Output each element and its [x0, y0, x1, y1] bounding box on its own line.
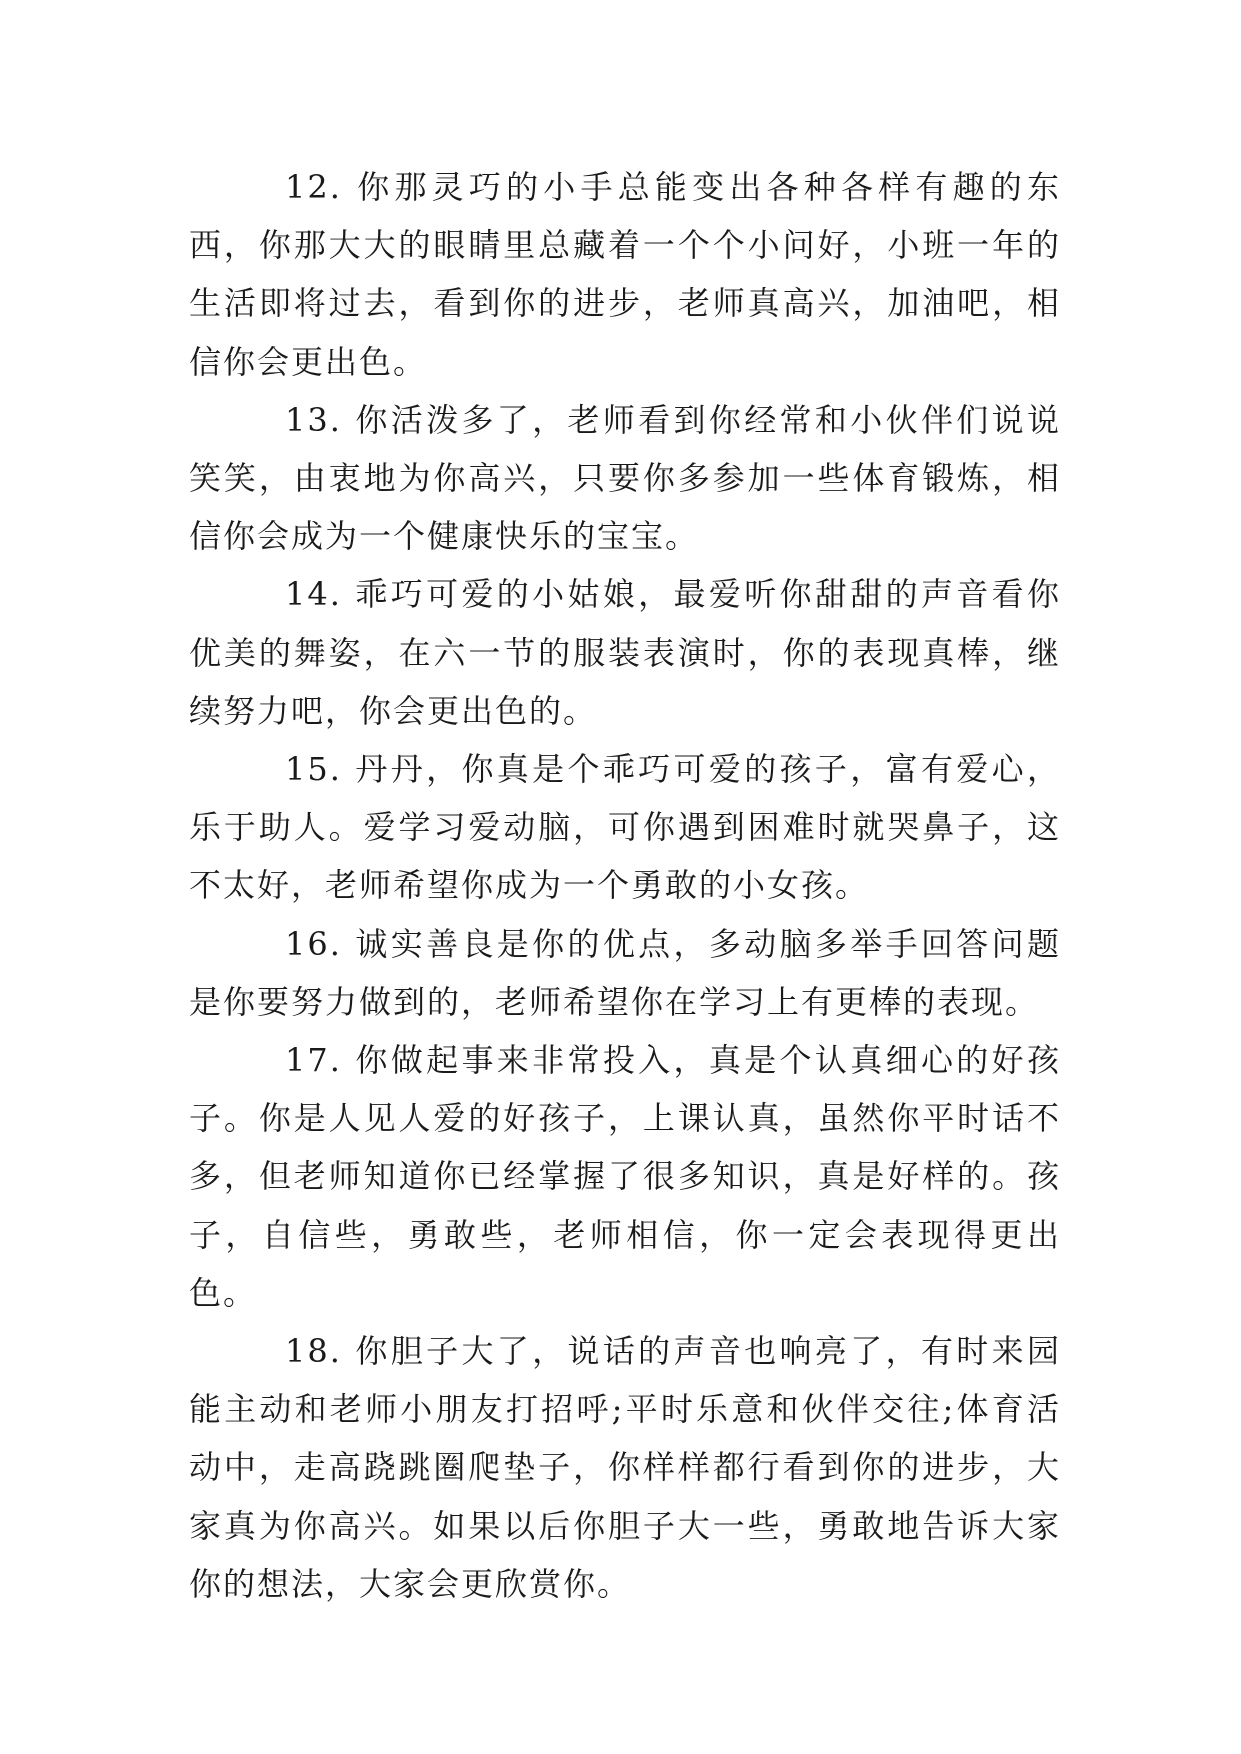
document-body: [189, 158, 1061, 1613]
paragraph-12: 12. 你那灵巧的小手总能变出各种各样有趣的东西，你那大大的眼睛里总藏着一个个小问好，小班一年的生活即将过去，看到你的进步，老师真高兴，加油吧，相信你会更出色。: [189, 168, 1061, 381]
paragraph-18: 18. 你胆子大了，说话的声音也响亮了，有时来园能主动和老师小朋友打招呼;平时乐意和伙伴交往;体育活动中，走高跷跳圈爬垫子，你样样都行看到你的进步，大家真为你高兴。如果以后你胆子大一些，勇敢地告诉大家你的想法，大家会更欣赏你。: [189, 1332, 1061, 1603]
paragraph-15: 15. 丹丹，你真是个乖巧可爱的孩子，富有爱心，乐于助人。爱学习爱动脑，可你遇到困难时就哭鼻子，这不太好，老师希望你成为一个勇敢的小女孩。: [189, 750, 1061, 905]
paragraph-13: 13. 你活泼多了，老师看到你经常和小伙伴们说说笑笑，由衷地为你高兴，只要你多参加一些体育锻炼，相信你会成为一个健康快乐的宝宝。: [189, 400, 1061, 556]
paragraph-16: 16. 诚实善良是你的优点，多动脑多举手回答问题是你要努力做到的，老师希望你在学习上有更棒的表现。: [189, 924, 1061, 1021]
paragraph-14: 14. 乖巧可爱的小姑娘，最爱听你甜甜的声音看你优美的舞姿，在六一节的服装表演时，你的表现真棒，继续努力吧，你会更出色的。: [189, 575, 1061, 730]
paragraph-17: 17. 你做起事来非常投入，真是个认真细心的好孩子。你是人见人爱的好孩子，上课认真，虽然你平时话不多，但老师知道你已经掌握了很多知识，真是好样的。孩子，自信些，勇敢些，老师相信，你一定会表现得更出色。: [189, 1041, 1061, 1312]
